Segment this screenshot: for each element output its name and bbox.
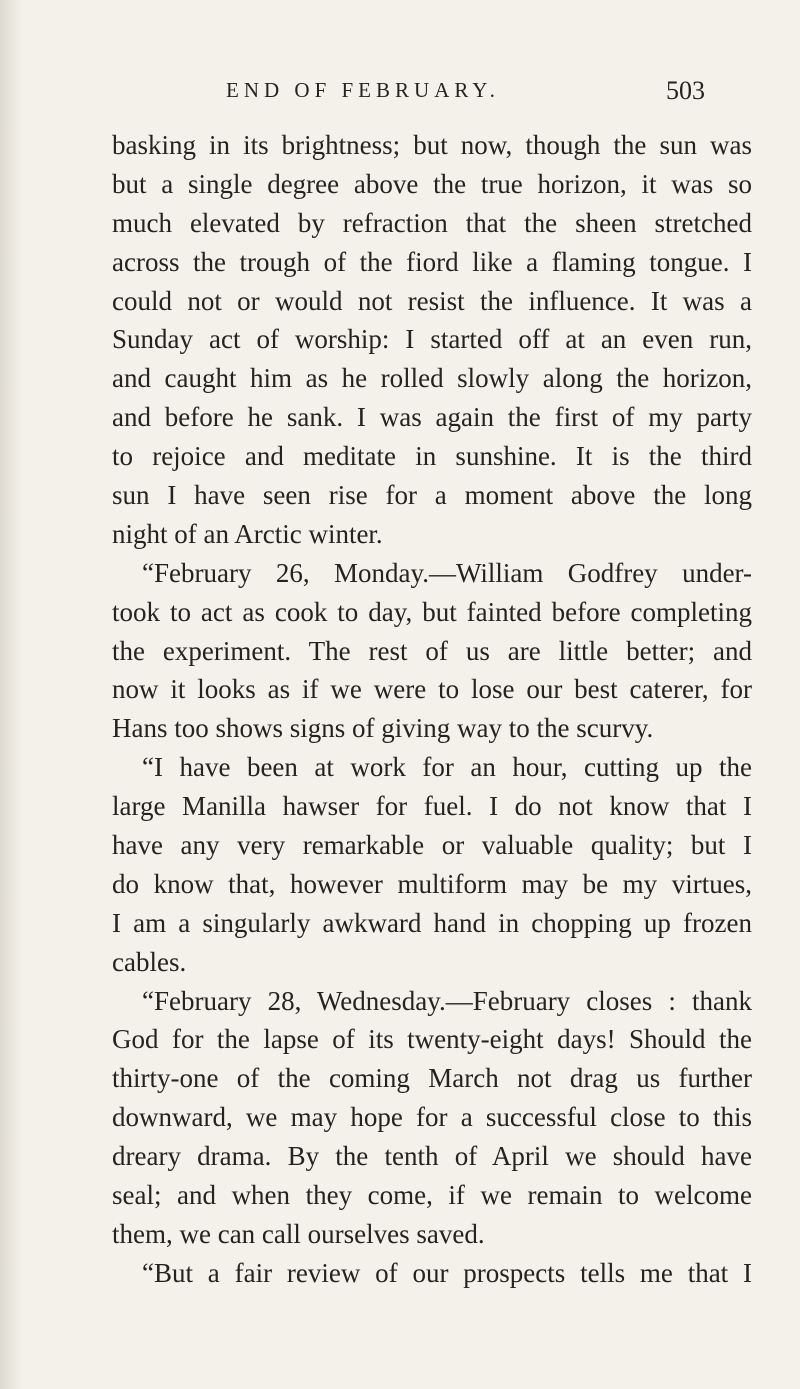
text-line: them, we can call ourselves saved. xyxy=(112,1218,485,1249)
text-line: much elevated by refraction that the sheen stretched xyxy=(112,207,752,238)
text-line: “I have been at work for an hour, cutting up the xyxy=(142,752,752,783)
page-gutter-shadow xyxy=(0,0,22,1389)
text-line: and caught him as he rolled slowly along the horizon, xyxy=(112,363,752,394)
text-line: the experiment. The rest of us are little better; and xyxy=(112,635,752,666)
text-line: God for the lapse of its twenty-eight days! Should the xyxy=(112,1024,752,1055)
text-line: now it looks as if we were to lose our best caterer, for xyxy=(112,674,752,705)
text-line: Sunday act of worship: I started off at an even run, xyxy=(112,324,752,355)
text-line: I am a singularly awkward hand in chopping up frozen xyxy=(112,907,752,938)
text-line: across the trough of the fiord like a flaming tongue. I xyxy=(112,246,752,277)
body-text xyxy=(112,126,752,1293)
text-line: but a single degree above the true horizon, it was so xyxy=(112,168,752,199)
running-title: END OF FEBRUARY. xyxy=(226,78,500,102)
text-line: “February 28, Wednesday.—February closes : thank xyxy=(142,985,752,1016)
text-line: large Manilla hawser for fuel. I do not know that I xyxy=(112,791,752,822)
text-line: could not or would not resist the influence. It was a xyxy=(112,285,752,316)
text-line: cables. xyxy=(112,946,187,977)
text-line: basking in its brightness; but now, though the sun was xyxy=(112,130,752,160)
text-line: thirty-one of the coming March not drag us further xyxy=(112,1063,752,1094)
text-line: seal; and when they come, if we remain to welcome xyxy=(112,1180,752,1211)
text-line: “February 26, Monday.—William Godfrey under- xyxy=(142,557,752,588)
text-line: Hans too shows signs of giving way to the scurvy. xyxy=(112,713,654,744)
page-number: 503 xyxy=(666,76,705,105)
text-line: night of an Arctic winter. xyxy=(112,518,383,549)
text-line: do know that, however multiform may be my virtues, xyxy=(112,868,752,899)
text-line: “But a fair review of our prospects tells me that I xyxy=(142,1257,752,1288)
text-line: have any very remarkable or valuable quality; but I xyxy=(112,830,752,861)
text-line: and before he sank. I was again the first of my party xyxy=(112,402,752,433)
text-line: downward, we may hope for a successful close to this xyxy=(112,1102,752,1133)
text-line: to rejoice and meditate in sunshine. It is the third xyxy=(112,441,752,472)
text-line: dreary drama. By the tenth of April we should have xyxy=(112,1141,752,1172)
text-line: sun I have seen rise for a moment above the long xyxy=(112,480,752,511)
running-head xyxy=(0,74,800,114)
text-line: took to act as cook to day, but fainted before completing xyxy=(112,596,752,627)
